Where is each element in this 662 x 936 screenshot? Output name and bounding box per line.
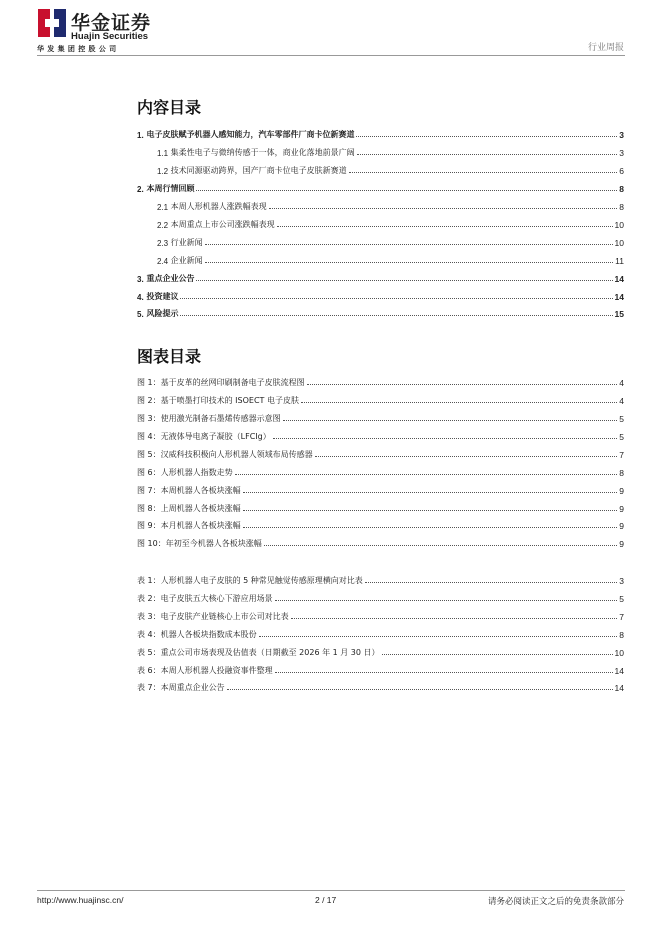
dot-leader bbox=[283, 420, 618, 421]
chart-entry-label: 图 1：基于皮革的丝网印刷制备电子皮肤流程图 bbox=[137, 378, 305, 387]
toc-entry-page: 3 bbox=[619, 130, 624, 140]
toc-entry-page: 10 bbox=[614, 220, 624, 230]
dot-leader bbox=[275, 600, 618, 601]
chart-entry[interactable] bbox=[137, 375, 624, 388]
table-entry-label: 表 5：重点公司市场表现及估值表（日期截至 2026 年 1 月 30 日） bbox=[137, 648, 380, 657]
toc-entry-label: 集柔性电子与微纳传感于一体，商业化落地前景广阔 bbox=[170, 148, 355, 157]
table-entry[interactable] bbox=[137, 627, 624, 640]
chart-entry-label: 图 8：上周机器人各板块涨幅 bbox=[137, 504, 241, 513]
dot-leader bbox=[365, 582, 617, 583]
chart-entry-label: 图 10：年初至今机器人各板块涨幅 bbox=[137, 539, 262, 548]
footer-divider bbox=[37, 890, 625, 891]
toc-entry[interactable] bbox=[137, 271, 624, 284]
toc-entry-label: 企业新闻 bbox=[170, 256, 203, 265]
chart-entry-label: 图 6：人形机器人指数走势 bbox=[137, 468, 233, 477]
toc-entry[interactable] bbox=[157, 199, 624, 212]
toc-entry-label: 本周行情回顾 bbox=[146, 184, 195, 193]
table-entry[interactable] bbox=[137, 591, 624, 604]
dot-leader bbox=[356, 136, 617, 137]
toc-entry-label: 本周重点上市公司涨跌幅表现 bbox=[170, 220, 275, 229]
chart-entry-page: 5 bbox=[619, 432, 624, 442]
toc-entry-number: 5. bbox=[137, 310, 144, 319]
chart-entry-label: 图 7：本周机器人各板块涨幅 bbox=[137, 486, 241, 495]
logo-chinese-name: 华金证券 bbox=[71, 12, 152, 34]
chart-entry-page: 9 bbox=[619, 521, 624, 531]
table-entry-label: 表 7：本周重点企业公告 bbox=[137, 683, 225, 692]
dot-leader bbox=[227, 689, 613, 690]
dot-leader bbox=[205, 244, 613, 245]
table-entry-label: 表 3：电子皮肤产业链核心上市公司对比表 bbox=[137, 612, 289, 621]
toc-entry[interactable] bbox=[137, 306, 624, 319]
dot-leader bbox=[180, 298, 612, 299]
chart-entry[interactable] bbox=[137, 429, 624, 442]
dot-leader bbox=[275, 672, 613, 673]
dot-leader bbox=[196, 280, 612, 281]
table-entry-page: 14 bbox=[614, 666, 624, 676]
table-entry-page: 8 bbox=[619, 630, 624, 640]
toc-entry-page: 8 bbox=[619, 202, 624, 212]
toc-entry-page: 14 bbox=[614, 292, 624, 302]
chart-entry-page: 9 bbox=[619, 539, 624, 549]
dot-leader bbox=[243, 492, 618, 493]
table-entry-page: 7 bbox=[619, 612, 624, 622]
chart-entry-page: 5 bbox=[619, 414, 624, 424]
dot-leader bbox=[382, 654, 613, 655]
toc-entry-page: 14 bbox=[614, 274, 624, 284]
dot-leader bbox=[307, 384, 618, 385]
toc-entry-label: 风险提示 bbox=[146, 309, 179, 318]
toc-entry-page: 15 bbox=[614, 309, 624, 319]
dot-leader bbox=[243, 527, 618, 528]
toc-entry-page: 10 bbox=[614, 238, 624, 248]
chart-entry-page: 7 bbox=[619, 450, 624, 460]
chart-entry-label: 图 4：无液体导电离子凝胶（LFCIg） bbox=[137, 432, 271, 441]
toc-entry-number: 2.4 bbox=[157, 257, 169, 266]
dot-leader bbox=[301, 402, 617, 403]
toc-entry[interactable] bbox=[157, 253, 624, 266]
chart-entry-label: 图 3：使用激光制备石墨烯传感器示意图 bbox=[137, 414, 281, 423]
dot-leader bbox=[291, 618, 618, 619]
toc-entry-page: 8 bbox=[619, 184, 624, 194]
chart-entry-page: 4 bbox=[619, 396, 624, 406]
dot-leader bbox=[277, 226, 613, 227]
table-entry[interactable] bbox=[137, 680, 624, 693]
chart-entry-label: 图 9：本月机器人各板块涨幅 bbox=[137, 521, 241, 530]
dot-leader bbox=[349, 172, 618, 173]
chart-entry[interactable] bbox=[137, 536, 624, 549]
chart-entry[interactable] bbox=[137, 518, 624, 531]
table-entry-page: 10 bbox=[614, 648, 624, 658]
toc-entry-label: 技术同源驱动跨界，国产厂商卡位电子皮肤新赛道 bbox=[170, 166, 347, 175]
dot-leader bbox=[180, 315, 612, 316]
toc-entry-number: 1.1 bbox=[157, 149, 169, 158]
chart-entry-label: 图 5：汉威科技积极向人形机器人领域布局传感器 bbox=[137, 450, 313, 459]
dot-leader bbox=[315, 456, 618, 457]
toc-entry-number: 3. bbox=[137, 275, 144, 284]
footer-disclaimer: 请务必阅读正文之后的免责条款部分 bbox=[487, 897, 624, 907]
toc-entry-label: 投资建议 bbox=[146, 292, 179, 301]
toc-entry-label: 电子皮肤赋予机器人感知能力，汽车零部件厂商卡位新赛道 bbox=[146, 130, 355, 139]
table-entry-label: 表 6：本周人形机器人投融资事件整理 bbox=[137, 666, 273, 675]
table-entry-label: 表 1：人形机器人电子皮肤的 5 种常见触觉传感原理横向对比表 bbox=[137, 576, 363, 585]
chart-entry[interactable] bbox=[137, 447, 624, 460]
page-header bbox=[0, 0, 662, 60]
chart-entry[interactable] bbox=[137, 501, 624, 514]
chart-entry[interactable] bbox=[137, 483, 624, 496]
dot-leader bbox=[205, 262, 614, 263]
toc-entry[interactable] bbox=[157, 163, 624, 176]
toc-entry[interactable] bbox=[137, 289, 624, 302]
toc-entry-label: 本周人形机器人涨跌幅表现 bbox=[170, 202, 267, 211]
toc-entry-number: 2.3 bbox=[157, 239, 169, 248]
chart-entry[interactable] bbox=[137, 393, 624, 406]
table-entry-page: 3 bbox=[619, 576, 624, 586]
contents-title: 内容目录 bbox=[137, 98, 202, 117]
toc-entry-page: 3 bbox=[619, 148, 624, 158]
toc-entry-number: 2.1 bbox=[157, 203, 169, 212]
dot-leader bbox=[259, 636, 618, 637]
toc-entry-label: 行业新闻 bbox=[170, 238, 203, 247]
toc-entry-number: 1.2 bbox=[157, 167, 169, 176]
huajin-logo-icon bbox=[37, 8, 67, 38]
chart-entry-page: 9 bbox=[619, 486, 624, 496]
toc-entry[interactable] bbox=[137, 127, 624, 140]
chart-entry[interactable] bbox=[137, 465, 624, 478]
toc-entry-page: 6 bbox=[619, 166, 624, 176]
chart-entry-label: 图 2：基于喷墨打印技术的 ISOECT 电子皮肤 bbox=[137, 396, 299, 405]
toc-entry-number: 1. bbox=[137, 131, 144, 140]
dot-leader bbox=[269, 208, 618, 209]
logo-group-tagline: 华发集团控股公司 bbox=[37, 45, 120, 53]
chart-entry[interactable] bbox=[137, 411, 624, 424]
table-entry-label: 表 4：机器人各板块指数成本股份 bbox=[137, 630, 257, 639]
table-entry[interactable] bbox=[137, 573, 624, 586]
toc-entry[interactable] bbox=[157, 145, 624, 158]
toc-entry-label: 重点企业公告 bbox=[146, 274, 195, 283]
dot-leader bbox=[196, 190, 617, 191]
dot-leader bbox=[357, 154, 618, 155]
figures-title: 图表目录 bbox=[137, 347, 202, 366]
table-entry[interactable] bbox=[137, 609, 624, 622]
dot-leader bbox=[264, 545, 618, 546]
table-entry-label: 表 2：电子皮肤五大核心下游应用场景 bbox=[137, 594, 273, 603]
dot-leader bbox=[243, 510, 618, 511]
table-entry-page: 14 bbox=[614, 683, 624, 693]
report-type-label: 行业周报 bbox=[587, 43, 624, 53]
toc-entry-number: 2.2 bbox=[157, 221, 169, 230]
toc-entry-number: 2. bbox=[137, 185, 144, 194]
footer-page-number: 2 / 17 bbox=[315, 895, 337, 905]
table-entry[interactable] bbox=[137, 663, 624, 676]
footer-website-link[interactable]: http://www.huajinsc.cn/ bbox=[37, 895, 124, 905]
dot-leader bbox=[235, 474, 618, 475]
chart-entry-page: 9 bbox=[619, 504, 624, 514]
toc-entry[interactable] bbox=[157, 235, 624, 248]
dot-leader bbox=[273, 438, 618, 439]
toc-entry-number: 4. bbox=[137, 293, 144, 302]
toc-entry-page: 11 bbox=[615, 256, 624, 266]
header-divider bbox=[37, 55, 625, 56]
table-entry[interactable] bbox=[137, 645, 624, 658]
table-entry-page: 5 bbox=[619, 594, 624, 604]
logo-english-name: Huajin Securities bbox=[71, 31, 149, 42]
chart-entry-page: 8 bbox=[619, 468, 624, 478]
chart-entry-page: 4 bbox=[619, 378, 624, 388]
toc-entry[interactable] bbox=[137, 181, 624, 194]
toc-entry[interactable] bbox=[157, 217, 624, 230]
